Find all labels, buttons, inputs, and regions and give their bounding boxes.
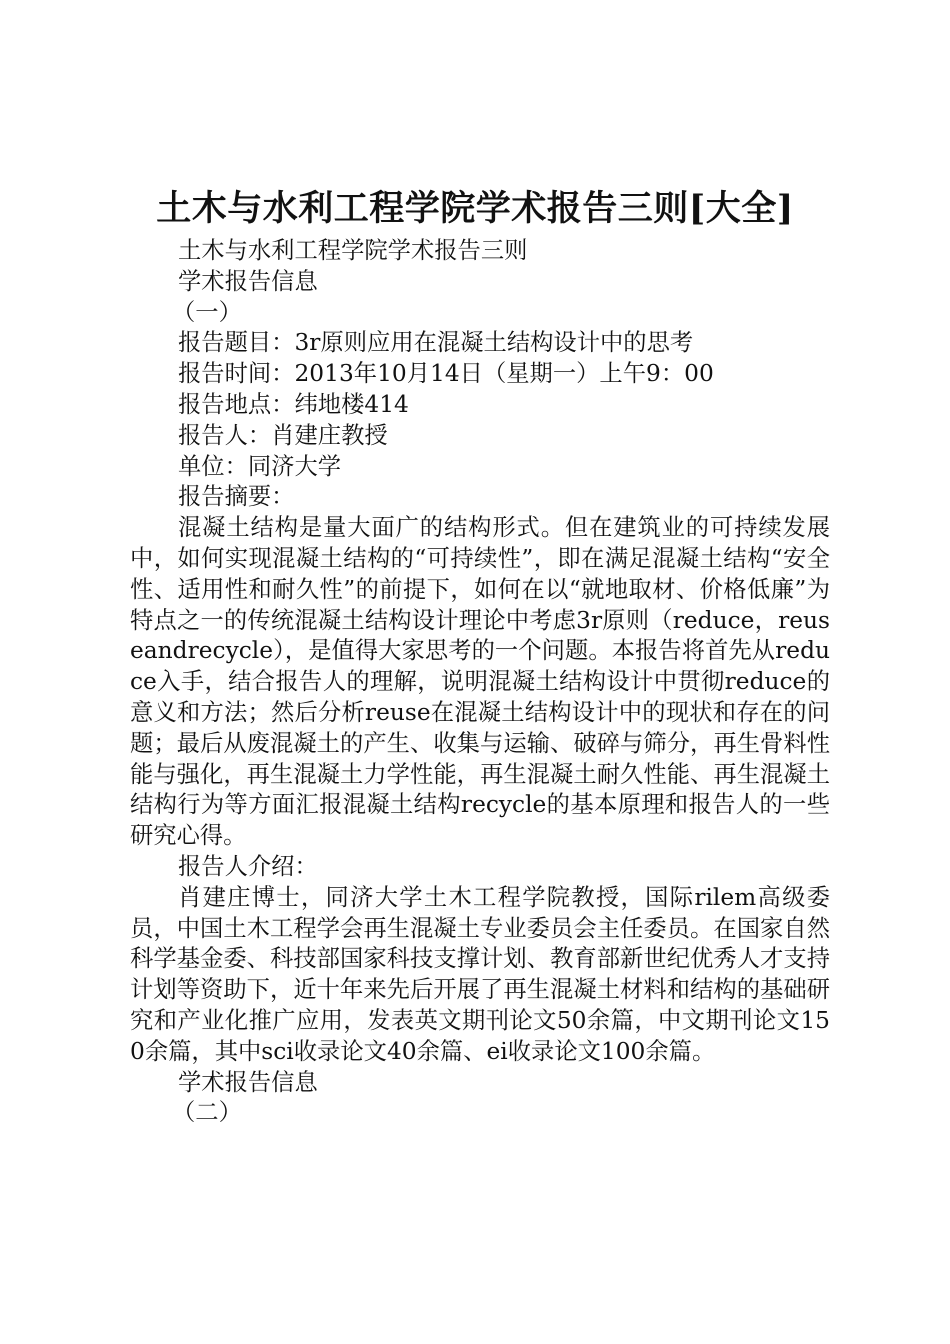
speaker-intro-label: 报告人介绍： [178, 852, 318, 880]
section-number: （一） [172, 298, 242, 326]
report-topic: 报告题目：3r原则应用在混凝土结构设计中的思考 [178, 329, 694, 357]
subtitle-line: 土木与水利工程学院学术报告三则 [178, 237, 528, 264]
section-label: 学术报告信息 [178, 267, 318, 295]
report-unit: 单位：同济大学 [178, 452, 342, 480]
speaker-intro-paragraph: 肖建庄博士，同济大学土木工程学院教授，国际rilem高级委员，中国土木工程学会再生混凝土专业委员会主任委员。在国家自然科学基金委、科技部国家科技支撑计划、教育部新世纪优秀人才支持计划等资助下，近十年来先后开展了再生混凝土材料和结构的基础研究和产业化推广应用，发表英文期刊论文50余篇，中文期刊论文150余篇，其中sci收录论文40余篇、ei收录论文100余篇。 [130, 883, 830, 1065]
document-title: 土木与水利工程学院学术报告三则[大全] [156, 188, 794, 229]
abstract-paragraph: 混凝土结构是量大面广的结构形式。但在建筑业的可持续发展中，如何实现混凝土结构的“可持续性”，即在满足混凝土结构“安全性、适用性和耐久性”的前提下，如何在以“就地取材、价格低廉”为特点之一的传统混凝土结构设计理论中考虑3r原则（reduce，reuseandrecycle），是值得大家思考的一个问题。本报告将首先从reduce入手，结合报告人的理解，说明混凝土结构设计中贯彻reduce的意义和方法；然后分析reuse在混凝土结构设计中的现状和存在的问题；最后从废混凝土的产生、收集与运输、破碎与筛分，再生骨料性能与强化，再生混凝土力学性能，再生混凝土耐久性能、再生混凝土结构行为等方面汇报混凝土结构recycle的基本原理和报告人的一些研究心得。 [130, 514, 830, 850]
report-speaker: 报告人：肖建庄教授 [178, 421, 388, 449]
section2-label: 学术报告信息 [178, 1068, 318, 1096]
report-time: 报告时间：2013年10月14日（星期一）上午9：00 [178, 360, 714, 388]
section2-number: （二） [172, 1099, 242, 1127]
document-body [130, 236, 830, 1129]
abstract-label: 报告摘要： [178, 483, 295, 511]
report-location: 报告地点：纬地楼414 [178, 390, 409, 418]
